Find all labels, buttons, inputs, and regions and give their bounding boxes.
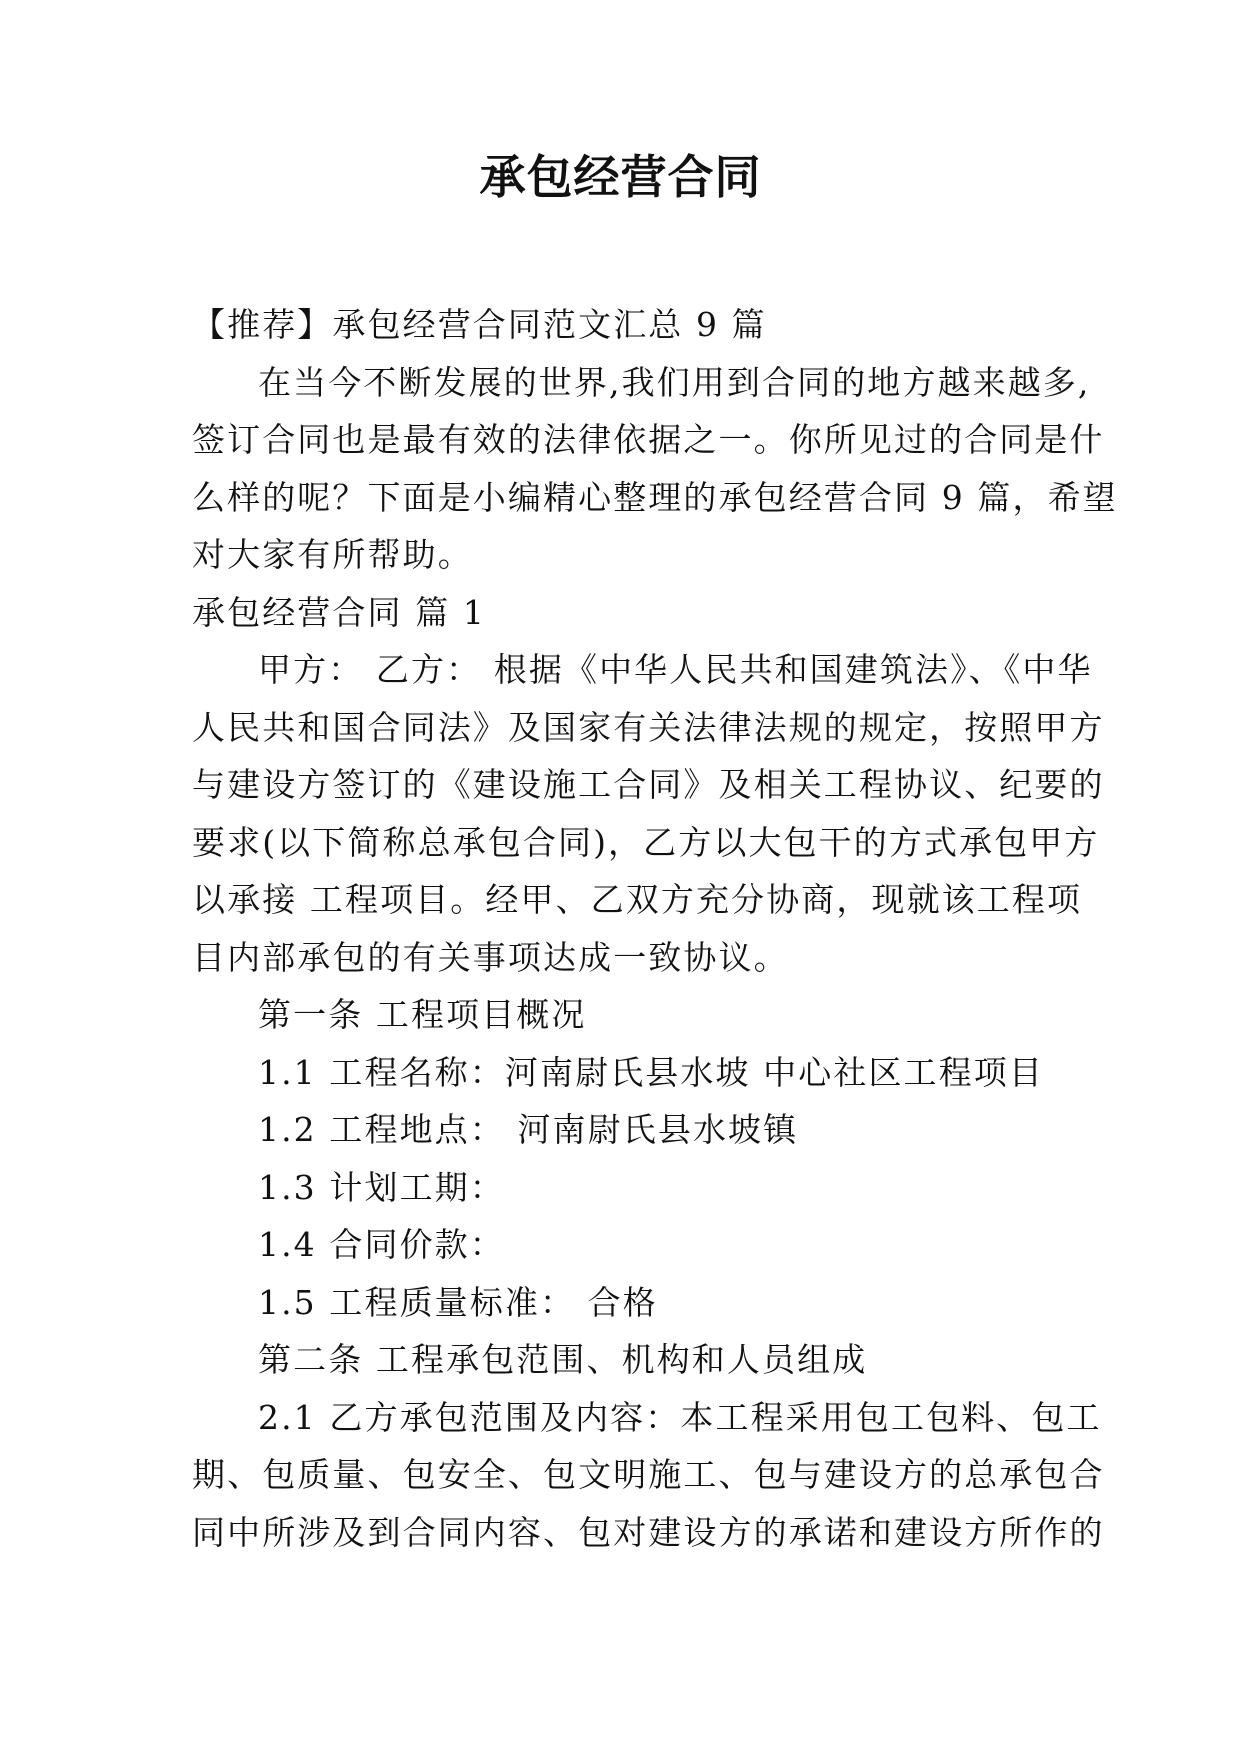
clause-1-1: 1.1 工程名称：河南尉氏县水坡 中心社区工程项目 — [258, 1052, 1044, 1092]
contract-preamble-line: 要求(以下简称总承包合同)，乙方以大包干的方式承包甲方 — [192, 822, 1100, 862]
clause-2-1-line: 同中所涉及到合同内容、包对建设方的承诺和建设方所作的 — [192, 1512, 1105, 1552]
document-body — [192, 296, 1118, 1561]
clause-1-2: 1.2 工程地点： 河南尉氏县水坡镇 — [258, 1110, 799, 1149]
contract-preamble-line: 甲方： 乙方： 根据《中华人民共和国建筑法》、《中华 — [258, 650, 1093, 689]
clause-1-5: 1.5 工程质量标准： 合格 — [258, 1282, 658, 1322]
document-title: 承包经营合同 — [479, 150, 762, 204]
article-1-heading: 第一条 工程项目概况 — [258, 995, 587, 1034]
contract-preamble-line: 人民共和国合同法》及国家有关法律法规的规定，按照甲方 — [192, 707, 1105, 747]
intro-paragraph-line: 签订合同也是最有效的法律依据之一。你所见过的合同是什 — [192, 420, 1105, 459]
clause-1-3: 1.3 计划工期： — [258, 1167, 505, 1207]
recommend-heading: 【推荐】承包经营合同范文汇总 9 篇 — [192, 305, 767, 344]
clause-2-1-line: 期、包质量、包安全、包文明施工、包与建设方的总承包合 — [192, 1455, 1105, 1494]
intro-paragraph-line: 么样的呢？下面是小编精心整理的承包经营合同 9 篇，希望 — [192, 477, 1118, 517]
article-2-heading: 第二条 工程承包范围、机构和人员组成 — [258, 1340, 868, 1379]
contract-preamble-line: 目内部承包的有关事项达成一致协议。 — [192, 937, 789, 977]
contract-preamble-line: 与建设方签订的《建设施工合同》及相关工程协议、纪要的 — [192, 765, 1105, 804]
section-heading-part-1: 承包经营合同 篇 1 — [192, 592, 486, 632]
contract-preamble-line: 以承接 工程项目。经甲、乙双方充分协商，现就该工程项 — [192, 880, 1083, 919]
clause-2-1-line: 2.1 乙方承包范围及内容：本工程采用包工包料、包工 — [258, 1397, 1102, 1437]
intro-paragraph-line: 在当今不断发展的世界,我们用到合同的地方越来越多, — [258, 362, 1091, 402]
intro-paragraph-line: 对大家有所帮助。 — [192, 535, 473, 574]
clause-1-4: 1.4 合同价款： — [258, 1225, 505, 1264]
